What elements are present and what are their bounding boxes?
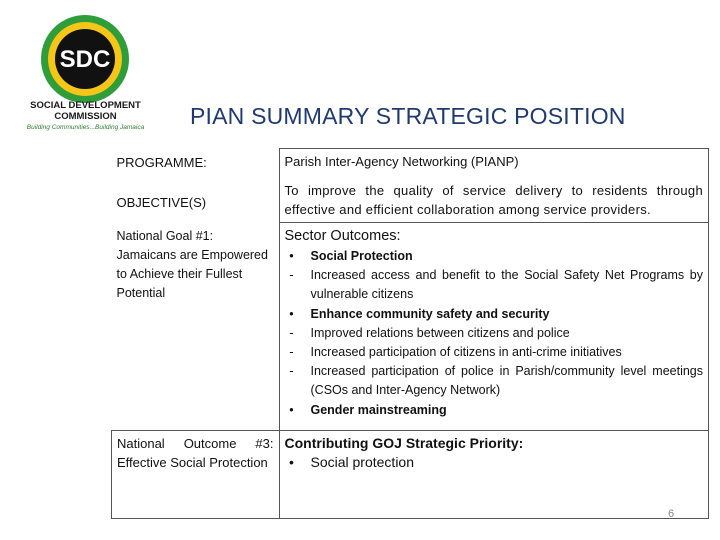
sector-outcomes-list xyxy=(285,247,704,420)
list-item xyxy=(285,247,704,266)
list-item-text: Social protection xyxy=(310,454,415,470)
national-goal-text: Jamaicans are Empowered to Achieve their Fullest Potential xyxy=(116,247,268,300)
goj-priority-cell xyxy=(279,431,709,519)
list-item-text: Gender mainstreaming xyxy=(310,402,447,417)
list-item xyxy=(285,362,704,400)
table-row xyxy=(112,149,709,179)
org-name-line1: SOCIAL DEVELOPMENT xyxy=(30,100,141,111)
list-item xyxy=(285,453,704,472)
page-number: 6 xyxy=(668,508,675,520)
org-tagline: Building Communities...Building Jamaica xyxy=(26,124,145,131)
logo-text: SDC xyxy=(59,46,111,73)
programme-value: Parish Inter-Agency Networking (PIANP) xyxy=(279,149,709,179)
objective-label: OBJECTIVE(S) xyxy=(116,194,207,210)
bullet-icon: • xyxy=(289,306,294,321)
list-item xyxy=(285,324,704,343)
goj-priority-heading: Contributing GOJ Strategic Priority: xyxy=(284,435,524,451)
bullet-icon: • xyxy=(289,402,294,417)
national-outcome: National Outcome #3: Effective Social Protection xyxy=(112,431,280,519)
bullet-icon: • xyxy=(289,454,294,470)
bullet-icon: • xyxy=(289,249,294,263)
list-item-text: Increased participation of citizens in anti-crime initiatives xyxy=(310,345,622,360)
list-item-text: Increased participation of police in Parish/community level meetings (CSOs and Inter-Agency Network) xyxy=(310,364,703,398)
national-goal-cell xyxy=(112,223,280,431)
dash-icon: - xyxy=(289,325,294,340)
list-item-text: Increased access and benefit to the Social Safety Net Programs by vulnerable citizens xyxy=(310,268,703,302)
list-item xyxy=(285,266,704,304)
list-item xyxy=(285,401,704,420)
dash-icon: - xyxy=(289,364,294,379)
sector-outcomes-heading: Sector Outcomes: xyxy=(284,228,401,244)
list-item-text: Enhance community safety and security xyxy=(310,306,550,321)
dash-icon: - xyxy=(289,345,294,360)
org-name-line2: COMMISSION xyxy=(54,111,117,122)
list-item xyxy=(285,343,704,362)
list-item-text: Improved relations between citizens and police xyxy=(310,325,570,340)
dash-icon: - xyxy=(289,268,294,283)
sector-outcomes-cell xyxy=(279,223,709,431)
table-row xyxy=(112,223,709,431)
table-row xyxy=(112,431,709,519)
national-goal-label: National Goal #1: xyxy=(116,228,214,243)
org-name xyxy=(18,100,153,122)
list-item-text: Social Protection xyxy=(310,249,413,263)
programme-label: PROGRAMME: xyxy=(116,154,207,170)
goj-priority-list xyxy=(285,453,704,472)
strategic-position-table xyxy=(111,148,709,519)
page-title: PIAN SUMMARY STRATEGIC POSITION xyxy=(190,103,626,129)
objective-value: To improve the quality of service delivery to residents through effective and efficient collaboration among service providers. xyxy=(279,179,709,223)
list-item xyxy=(285,305,704,324)
table-row xyxy=(112,179,709,223)
